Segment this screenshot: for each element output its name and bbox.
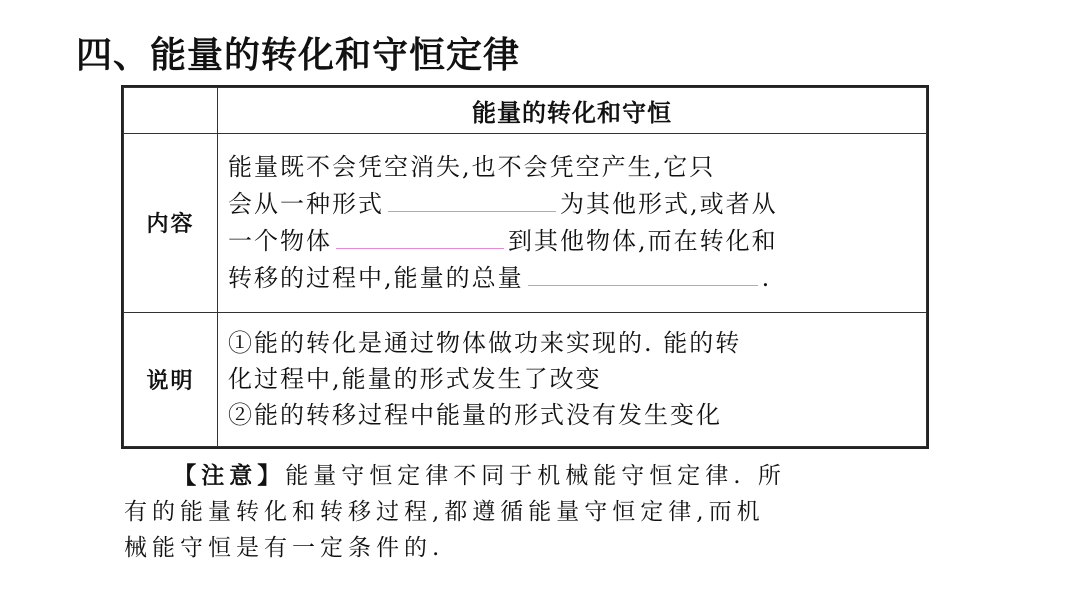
explanation-cell — [218, 312, 927, 446]
content-line-2-after: 为其他形式,或者从 — [560, 190, 778, 219]
note-line-2: 有的能量转化和转移过程,都遵循能量守恒定律,而机 — [124, 499, 765, 525]
row-label-explanation: 说明 — [124, 312, 218, 446]
explanation-line-1: ①能的转化是通过物体做功来实现的. 能的转 — [228, 329, 742, 358]
row-label-content: 内容 — [124, 134, 218, 313]
fill-blank-2 — [336, 222, 504, 249]
content-line-3-after: 到其他物体,而在转化和 — [508, 227, 778, 256]
page-title: 四、能量的转化和守恒定律 — [76, 35, 521, 76]
note-line-1 — [124, 458, 934, 494]
content-line-2 — [228, 185, 916, 222]
note-tag: 【注意】 — [173, 463, 286, 489]
content-line-3 — [228, 222, 916, 259]
explanation-line-3: ②能的转移过程中能量的形式没有发生变化 — [228, 401, 722, 430]
content-line-3-before: 一个物体 — [228, 227, 332, 256]
content-line-1: 能量既不会凭空消失,也不会凭空产生,它只 — [228, 153, 716, 182]
note-paragraph — [124, 458, 934, 566]
fill-blank-3 — [528, 259, 758, 286]
note-line-1-text: 能量守恒定律不同于机械能守恒定律. 所 — [285, 463, 786, 489]
content-cell — [218, 134, 927, 313]
table-header: 能量的转化和守恒 — [218, 88, 927, 134]
content-line-4-after: . — [761, 264, 772, 293]
content-line-4-before: 转移的过程中,能量的总量 — [228, 264, 524, 293]
explanation-line-2: 化过程中,能量的形式发生了改变 — [228, 365, 602, 394]
content-line-4 — [228, 259, 916, 296]
content-line-2-before: 会从一种形式 — [228, 190, 384, 219]
table-corner-cell — [124, 88, 218, 134]
energy-table — [121, 85, 929, 449]
fill-blank-1 — [388, 185, 556, 212]
note-line-3: 械能守恒是有一定条件的. — [124, 535, 445, 561]
